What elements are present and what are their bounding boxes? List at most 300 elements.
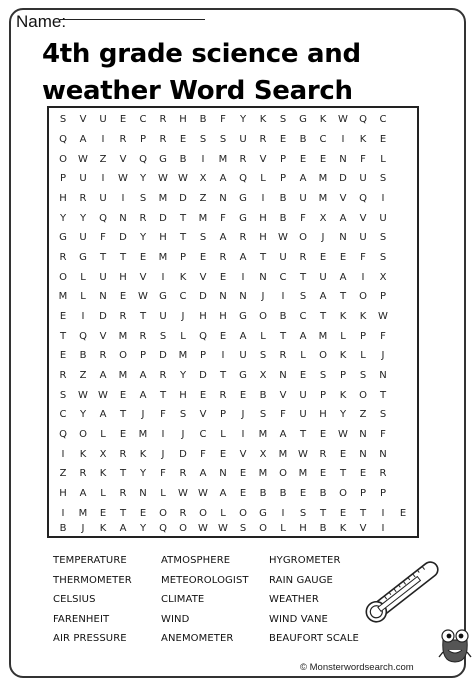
grid-letter: R — [119, 133, 127, 145]
grid-letter: P — [359, 487, 367, 499]
grid-letter: M — [138, 428, 148, 440]
grid-letter: F — [100, 232, 106, 244]
grid-letter: S — [319, 369, 327, 381]
grid-letter: T — [319, 310, 327, 322]
monster-mascot-icon — [437, 626, 473, 664]
grid-letter: Q — [99, 212, 107, 224]
grid-letter: T — [299, 428, 307, 440]
grid-letter: B — [179, 153, 187, 165]
grid-letter: U — [239, 133, 247, 145]
grid-letter: P — [279, 173, 287, 185]
title-line-2: weather Word Search — [42, 76, 353, 106]
grid-letter: R — [219, 389, 227, 401]
grid-letter: P — [339, 369, 347, 381]
grid-letter: M — [258, 468, 268, 480]
grid-letter: J — [161, 448, 165, 460]
grid-letter: L — [160, 487, 166, 499]
grid-letter: M — [218, 153, 228, 165]
grid-letter: W — [218, 522, 228, 534]
grid-letter: I — [101, 133, 105, 145]
grid-letter: K — [339, 310, 347, 322]
grid-letter: M — [198, 212, 208, 224]
grid-letter: T — [339, 468, 347, 480]
grid-letter — [393, 523, 413, 534]
grid-letter: N — [219, 192, 227, 204]
grid-letter: I — [281, 291, 285, 303]
word-list — [53, 551, 373, 649]
grid-letter: P — [279, 153, 287, 165]
grid-letter: E — [299, 369, 307, 381]
grid-letter — [393, 169, 413, 189]
grid-letter: F — [360, 153, 366, 165]
grid-letter: B — [279, 487, 287, 499]
grid-letter: S — [139, 192, 147, 204]
grid-letter: A — [99, 369, 107, 381]
word-list-item: CLIMATE — [161, 594, 205, 606]
grid-letter: O — [79, 428, 87, 440]
grid-letter: W — [298, 448, 308, 460]
grid-letter: P — [179, 251, 187, 263]
grid-letter: E — [139, 507, 147, 519]
grid-letter — [393, 110, 413, 130]
word-list-item: WIND VANE — [269, 613, 328, 625]
grid-letter: K — [99, 522, 107, 534]
grid-letter: U — [299, 389, 307, 401]
grid-letter: M — [158, 192, 168, 204]
grid-letter: G — [159, 291, 167, 303]
grid-letter: V — [359, 212, 367, 224]
grid-letter: S — [159, 330, 167, 342]
grid-letter: N — [139, 487, 147, 499]
grid-letter: E — [59, 310, 67, 322]
grid-letter: S — [379, 232, 387, 244]
grid-letter: A — [299, 330, 307, 342]
grid-letter: Z — [59, 468, 67, 480]
grid-letter — [393, 248, 413, 268]
grid-letter: N — [99, 291, 107, 303]
puzzle-grid-box — [47, 106, 419, 538]
grid-letter: M — [118, 369, 128, 381]
grid-letter: L — [360, 350, 366, 362]
grid-letter: Y — [79, 212, 87, 224]
grid-letter: G — [59, 232, 67, 244]
grid-letter: Y — [239, 114, 247, 126]
grid-letter — [393, 307, 413, 327]
grid-letter: S — [379, 409, 387, 421]
grid-letter: A — [319, 291, 327, 303]
word-list-item: METEOROLOGIST — [161, 574, 249, 586]
grid-letter: T — [99, 251, 107, 263]
grid-letter: O — [299, 232, 307, 244]
grid-letter: I — [381, 507, 385, 519]
grid-letter: G — [79, 251, 87, 263]
grid-letter: B — [259, 487, 267, 499]
grid-letter: J — [381, 350, 385, 362]
grid-letter: K — [319, 114, 327, 126]
grid-letter: N — [259, 271, 267, 283]
grid-letter: D — [339, 173, 347, 185]
grid-letter: L — [280, 522, 286, 534]
grid-letter: U — [319, 271, 327, 283]
grid-letter: A — [239, 251, 247, 263]
grid-letter: I — [261, 192, 265, 204]
grid-letter: I — [241, 271, 245, 283]
grid-letter: M — [158, 251, 168, 263]
grid-letter: D — [179, 448, 187, 460]
grid-letter: T — [139, 310, 147, 322]
grid-letter: W — [138, 291, 148, 303]
grid-letter: O — [319, 350, 327, 362]
grid-letter: R — [59, 369, 67, 381]
grid-letter: P — [199, 350, 207, 362]
grid-letter: R — [319, 448, 327, 460]
grid-letter: R — [159, 133, 167, 145]
grid-letter: V — [199, 271, 207, 283]
grid-letter: S — [379, 173, 387, 185]
grid-letter: R — [139, 330, 147, 342]
grid-letter: S — [219, 133, 227, 145]
grid-letter: T — [319, 507, 327, 519]
grid-letter: X — [99, 448, 107, 460]
word-list-item: FARENHEIT — [53, 613, 110, 625]
grid-letter: Z — [199, 192, 207, 204]
grid-letter: K — [339, 522, 347, 534]
grid-letter: B — [199, 114, 207, 126]
grid-letter: G — [239, 369, 247, 381]
grid-letter: H — [319, 409, 327, 421]
grid-letter: L — [80, 271, 86, 283]
grid-letter: S — [379, 251, 387, 263]
grid-letter: K — [339, 350, 347, 362]
grid-letter: G — [239, 310, 247, 322]
grid-letter: E — [319, 428, 327, 440]
grid-letter: W — [198, 487, 208, 499]
grid-letter: O — [159, 507, 167, 519]
word-list-item: THERMOMETER — [53, 574, 132, 586]
grid-letter: S — [59, 389, 67, 401]
grid-letter: Q — [139, 153, 147, 165]
grid-letter: J — [81, 522, 85, 534]
grid-letter: Q — [359, 192, 367, 204]
grid-letter: W — [98, 389, 108, 401]
word-list-item: ANEMOMETER — [161, 633, 234, 645]
grid-letter: R — [239, 153, 247, 165]
grid-letter: A — [139, 369, 147, 381]
grid-letter: L — [300, 350, 306, 362]
grid-letter: E — [199, 389, 207, 401]
grid-letter: I — [101, 173, 105, 185]
grid-letter: D — [159, 212, 167, 224]
grid-letter: V — [139, 271, 147, 283]
grid-letter: E — [299, 487, 307, 499]
grid-letter: E — [239, 389, 247, 401]
grid-letter: G — [239, 192, 247, 204]
grid-letter: F — [220, 114, 226, 126]
grid-letter: P — [379, 291, 387, 303]
grid-letter: T — [259, 251, 267, 263]
grid-letter: E — [319, 468, 327, 480]
word-list-item: TEMPERATURE — [53, 555, 127, 566]
grid-letter: T — [159, 389, 167, 401]
grid-letter: O — [279, 468, 287, 480]
grid-letter: P — [319, 389, 327, 401]
word-list-item: HYGROMETER — [269, 555, 341, 566]
grid-letter: F — [160, 468, 166, 480]
grid-letter: I — [61, 448, 65, 460]
grid-letter: X — [319, 212, 327, 224]
copyright-text: © Monsterwordsearch.com — [300, 662, 414, 673]
grid-letter: T — [119, 251, 127, 263]
grid-letter: T — [279, 330, 287, 342]
grid-letter: M — [258, 428, 268, 440]
grid-letter: F — [360, 251, 366, 263]
grid-letter: L — [340, 330, 346, 342]
grid-letter: Q — [199, 330, 207, 342]
grid-letter: H — [59, 192, 67, 204]
grid-letter: G — [239, 212, 247, 224]
grid-letter: P — [359, 330, 367, 342]
grid-letter: K — [139, 448, 147, 460]
grid-letter: I — [161, 271, 165, 283]
grid-letter: Y — [59, 212, 67, 224]
grid-letter: N — [239, 291, 247, 303]
word-list-item: BEAUFORT SCALE — [269, 633, 359, 645]
grid-letter: B — [319, 522, 327, 534]
grid-letter: K — [99, 468, 107, 480]
grid-letter: H — [219, 310, 227, 322]
grid-letter: D — [119, 232, 127, 244]
grid-letter: E — [199, 251, 207, 263]
name-label: Name: — [16, 12, 67, 31]
grid-letter: H — [199, 310, 207, 322]
grid-letter — [393, 149, 413, 169]
grid-letter: X — [379, 271, 387, 283]
grid-letter: Q — [59, 428, 67, 440]
grid-letter: N — [339, 232, 347, 244]
grid-letter: S — [299, 291, 307, 303]
grid-letter: S — [239, 522, 247, 534]
grid-letter: R — [79, 468, 87, 480]
grid-letter: I — [341, 133, 345, 145]
grid-letter: C — [179, 291, 187, 303]
grid-letter: Q — [159, 522, 167, 534]
grid-letter: Y — [79, 409, 87, 421]
grid-letter: U — [79, 173, 87, 185]
grid-letter: I — [61, 507, 65, 519]
word-list-item: RAIN GAUGE — [269, 574, 333, 586]
grid-letter — [393, 405, 413, 425]
grid-letter: W — [158, 173, 168, 185]
grid-letter: T — [299, 271, 307, 283]
grid-letter: E — [219, 271, 227, 283]
grid-letter: A — [339, 212, 347, 224]
grid-letter: A — [219, 487, 227, 499]
grid-letter: G — [299, 114, 307, 126]
grid-letter: E — [339, 448, 347, 460]
grid-letter: F — [280, 409, 286, 421]
grid-letter: J — [241, 409, 245, 421]
grid-letter: M — [318, 173, 328, 185]
grid-letter: U — [279, 251, 287, 263]
grid-letter: I — [361, 271, 365, 283]
grid-letter: E — [219, 448, 227, 460]
grid-letter: A — [219, 173, 227, 185]
grid-letter: A — [299, 173, 307, 185]
grid-letter: H — [299, 522, 307, 534]
grid-letter: F — [220, 212, 226, 224]
grid-letter: V — [79, 114, 87, 126]
grid-letter: T — [179, 232, 187, 244]
grid-letter: E — [339, 507, 347, 519]
grid-letter: J — [261, 291, 265, 303]
grid-letter: C — [199, 428, 207, 440]
grid-letter: V — [279, 389, 287, 401]
grid-letter: N — [359, 428, 367, 440]
word-list-item: AIR PRESSURE — [53, 633, 127, 645]
grid-letter: M — [298, 468, 308, 480]
grid-letter: U — [379, 212, 387, 224]
grid-letter: O — [179, 522, 187, 534]
grid-letter: U — [299, 192, 307, 204]
grid-letter: W — [118, 173, 128, 185]
grid-letter: S — [199, 232, 207, 244]
grid-letter: I — [161, 428, 165, 440]
grid-letter: U — [99, 192, 107, 204]
grid-letter: B — [279, 192, 287, 204]
grid-letter: L — [100, 428, 106, 440]
grid-letter: K — [79, 448, 87, 460]
grid-letter — [393, 346, 413, 366]
grid-letter: B — [259, 389, 267, 401]
grid-letter — [393, 130, 413, 150]
grid-letter: O — [239, 507, 247, 519]
grid-letter: E — [359, 468, 367, 480]
word-list-item: WEATHER — [269, 594, 319, 606]
grid-letter: I — [381, 522, 385, 534]
grid-letter: L — [380, 153, 386, 165]
grid-letter: W — [338, 114, 348, 126]
grid-letter: C — [279, 271, 287, 283]
grid-letter: W — [378, 310, 388, 322]
grid-letter: R — [79, 192, 87, 204]
grid-letter: E — [379, 133, 387, 145]
grid-letter: R — [239, 232, 247, 244]
grid-letter: K — [259, 114, 267, 126]
grid-letter: N — [119, 212, 127, 224]
grid-letter: A — [199, 468, 207, 480]
grid-letter — [393, 444, 413, 464]
grid-letter: V — [239, 448, 247, 460]
grid-letter: M — [78, 507, 88, 519]
grid-letter: C — [299, 310, 307, 322]
grid-letter: L — [220, 507, 226, 519]
grid-letter: A — [139, 389, 147, 401]
grid-letter: U — [299, 409, 307, 421]
grid-letter: J — [181, 428, 185, 440]
grid-letter: O — [59, 153, 67, 165]
grid-letter — [393, 208, 413, 228]
grid-letter: M — [278, 448, 288, 460]
grid-letter: L — [260, 330, 266, 342]
word-list-item: CELSIUS — [53, 594, 96, 606]
grid-letter: J — [141, 409, 145, 421]
grid-letter: N — [279, 369, 287, 381]
grid-letter: W — [178, 487, 188, 499]
grid-letter: O — [119, 350, 127, 362]
name-field — [16, 12, 66, 32]
grid-letter: T — [359, 507, 367, 519]
grid-letter: R — [159, 369, 167, 381]
word-list-item: WIND — [161, 613, 190, 625]
grid-letter: I — [281, 507, 285, 519]
grid-letter — [393, 484, 413, 504]
grid-letter: H — [179, 114, 187, 126]
grid-letter: R — [179, 468, 187, 480]
grid-letter: C — [139, 114, 147, 126]
grid-letter: A — [99, 409, 107, 421]
grid-letter: U — [79, 232, 87, 244]
grid-letter: P — [219, 409, 227, 421]
grid-letter — [393, 228, 413, 248]
grid-letter: W — [178, 173, 188, 185]
grid-letter: R — [99, 350, 107, 362]
puzzle-grid — [53, 110, 413, 534]
grid-letter: U — [99, 114, 107, 126]
grid-letter: A — [79, 487, 87, 499]
grid-letter: Q — [59, 133, 67, 145]
grid-letter: O — [359, 389, 367, 401]
grid-letter: N — [379, 369, 387, 381]
grid-letter: U — [99, 271, 107, 283]
grid-letter: A — [339, 271, 347, 283]
grid-letter: G — [159, 153, 167, 165]
grid-letter: K — [359, 310, 367, 322]
grid-letter: M — [178, 350, 188, 362]
grid-letter — [393, 287, 413, 307]
grid-letter: S — [259, 409, 267, 421]
grid-letter: R — [179, 507, 187, 519]
grid-letter: F — [160, 409, 166, 421]
grid-letter: T — [119, 409, 127, 421]
grid-letter: M — [58, 291, 68, 303]
grid-letter: U — [359, 232, 367, 244]
grid-letter: I — [381, 192, 385, 204]
grid-letter: Z — [99, 153, 107, 165]
grid-letter: T — [219, 369, 227, 381]
grid-letter: E — [339, 251, 347, 263]
grid-letter: I — [81, 310, 85, 322]
grid-letter: E — [239, 468, 247, 480]
grid-letter — [393, 464, 413, 484]
grid-letter: H — [259, 232, 267, 244]
grid-letter: P — [379, 487, 387, 499]
grid-letter: W — [198, 522, 208, 534]
grid-letter: O — [359, 291, 367, 303]
grid-letter: V — [259, 153, 267, 165]
grid-letter: R — [59, 251, 67, 263]
grid-letter: T — [59, 330, 67, 342]
grid-letter: Y — [139, 522, 147, 534]
grid-letter: R — [139, 212, 147, 224]
grid-letter — [393, 326, 413, 346]
grid-letter: Q — [239, 173, 247, 185]
grid-letter: O — [339, 487, 347, 499]
grid-letter: F — [200, 448, 206, 460]
grid-letter: T — [119, 468, 127, 480]
grid-letter: U — [239, 350, 247, 362]
grid-letter: I — [201, 153, 205, 165]
grid-letter: A — [219, 232, 227, 244]
